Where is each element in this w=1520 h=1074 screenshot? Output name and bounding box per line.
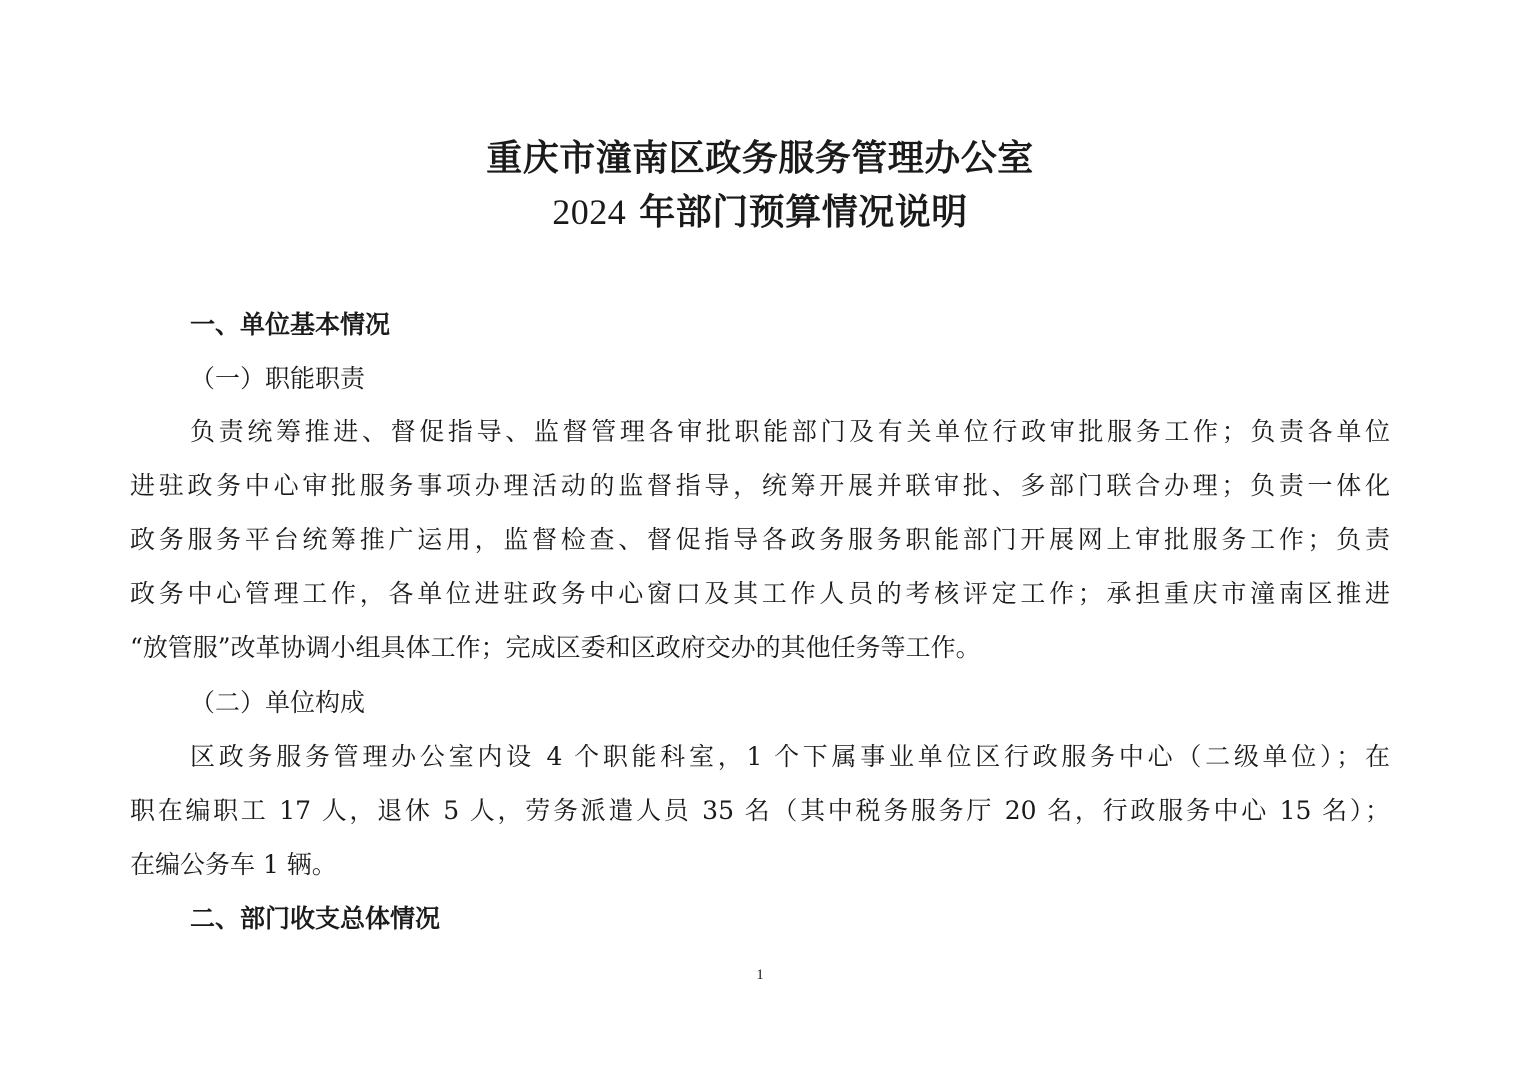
paragraph-line: 区政务服务管理办公室内设 4 个职能科室，1 个下属事业单位区行政服务中心（二级单位）；在 [190,742,1390,771]
composition-paragraph [130,730,1390,892]
document-title-line2 [0,194,1520,231]
paragraph-line: 政务服务平台统筹推广运用，监督检查、督促指导各政务服务职能部门开展网上审批服务工作；负责 [130,525,1390,554]
section-heading-basic-info: 一、单位基本情况 [190,310,391,339]
title-year: 2024 [552,192,627,232]
section-heading-budget-overview: 二、部门收支总体情况 [190,904,441,933]
paragraph-line: 进驻政务中心审批服务事项办理活动的监督指导，统筹开展并联审批、多部门联合办理；负责一体化 [130,471,1390,500]
paragraph-line: 职在编职工 17 人，退休 5 人，劳务派遣人员 35 名（其中税务服务厅 20 名，行政服务中心 15 名）； [130,796,1390,825]
paragraph-line: 政务中心管理工作，各单位进驻政务中心窗口及其工作人员的考核评定工作；承担重庆市潼南区推进 [130,579,1390,608]
paragraph-line: “放管服”改革协调小组具体工作；完成区委和区政府交办的其他任务等工作。 [130,633,981,662]
duties-paragraph [130,405,1390,675]
document-title-line1: 重庆市潼南区政务服务管理办公室 [486,138,1034,179]
page-number: 1 [756,967,764,983]
paragraph-line: 在编公务车 1 辆。 [130,850,337,879]
paragraph-line: 负责统筹推进、督促指导、监督管理各审批职能部门及有关单位行政审批服务工作；负责各单位 [190,417,1390,446]
subsection-heading-duties: （一）职能职责 [190,364,366,393]
title-rest: 年部门预算情况说明 [639,192,968,233]
subsection-heading-composition: （二）单位构成 [190,688,366,717]
